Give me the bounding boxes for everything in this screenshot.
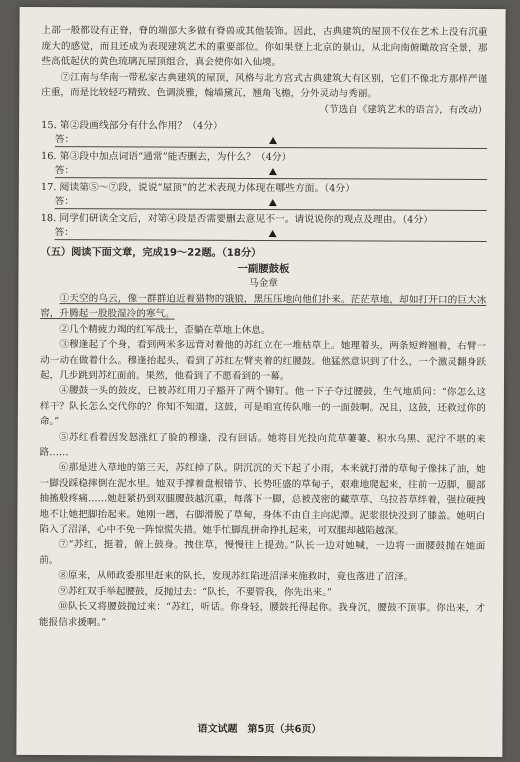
triangle-marker-icon xyxy=(269,199,277,206)
triangle-marker-icon xyxy=(269,168,277,175)
story-title: 一副腰鼓板 xyxy=(237,262,290,276)
underlined-passage: ①天空的乌云，像一群群迫近着猎物的饿狼，黑压压地向他们扑来。茫茫草地，却如打开口的巨大冰窖，升腾起一股股湿冷的寒气。 xyxy=(40,293,487,320)
source-citation: （节选自《建筑艺术的语言》，有改动） xyxy=(319,104,488,116)
story-paragraph-9: ⑨苏红双手举起腰鼓，反抛过去：“队长，不要管我，你先出来。” xyxy=(58,585,332,598)
answer-label: 答： xyxy=(54,227,74,239)
answer-label: 答： xyxy=(54,165,75,177)
story-paragraph-1 xyxy=(40,291,486,324)
intro-paragraph-6: 上部一般都设有正脊，脊的端部大多做有脊兽或其他装饰。因此，古典建筑的屋顶不仅在艺术上没有沉重庞大的感觉，而且还成为表现建筑艺术的重要部位。你如果登上北京的景山，从北向南俯瞰故宫全景，那些高低起伏的黄色琉璃瓦屋顶组合，真会使你如入仙境。 xyxy=(41,25,488,69)
answer-line-16[interactable] xyxy=(55,163,487,180)
exam-page xyxy=(16,7,505,757)
answer-line-18[interactable] xyxy=(55,225,487,242)
question-17: 17. 阅读第⑤～⑦段，说说“屋顶”的艺术表现力体现在哪些方面。（4分） xyxy=(40,182,356,195)
triangle-marker-icon xyxy=(269,137,277,144)
page-footer: 语文试题 第5页（共6页） xyxy=(197,723,322,736)
story-paragraph-5: ⑤苏红看着因发怒涨红了脸的穆逢，没有回话。她将目光投向荒草萋萋、积水乌黑、泥泞不堪的来路…… xyxy=(39,431,486,459)
triangle-marker-icon xyxy=(269,230,277,237)
story-paragraph-4: ④腰鼓一头的鼓皮，已被苏红用刀子豁开了两个铆钉。他一下子夺过腰鼓，生气地质问：“你怎么这样干？队长怎么交代你的？你知不知道，这鼓，可是咱宣传队唯一的一面鼓啊。况且，这鼓，还救过你的命。” xyxy=(39,385,486,428)
story-paragraph-6: ⑥那是进入草地的第三天，苏红掉了队。阴沉沉的天下起了小雨，本来就打滑的草甸子像抹了油，她一脚没踩稳摔倒在泥水里。她双手撑着盘根错节、长势旺盛的草甸子，艰难地爬起来，往前一迈脚，腿部抽搐般疼痛……她赶紧扔到双腿腰鼓越沉重，每落下一脚，总被茂密的藏草草、乌拉苔草绊着，强拉硬拽地不让她把脚抬起来。她刚一趔，右脚滑脱了草甸，身体不由自主向泥潭。泥浆很快没到了膝盖。她明白陷入了沼泽，心中不免一阵惊慌失措。她手忙脚乱拼命挣扎起来，可双腿却越陷越深。 xyxy=(39,462,486,537)
answer-label: 答： xyxy=(54,196,74,208)
story-paragraph-7: ⑦“苏红，挺着，俯上鼓身。拽住草，慢慢往上提劲。”队长一边对她喊，一边将一面腰鼓抛在她面前。 xyxy=(39,539,486,566)
story-body xyxy=(39,291,486,632)
page-content xyxy=(39,23,488,632)
answer-line-15[interactable] xyxy=(55,132,487,149)
story-paragraph-8: ⑧原来，从师政委那里赶来的队长，发现苏红陷进沼泽来施救时，竟也落进了沼泽。 xyxy=(58,570,414,583)
story-paragraph-2: ②几个精疲力竭的红军战士，歪躺在草地上休息。 xyxy=(59,323,271,336)
intro-paragraph-7: ⑦江南与华南一带私家古典建筑的屋顶，风格与北方宫式古典建筑大有区别，它们不像北方那样严谨庄重，而是比较轻巧精致、色调淡雅，翰墙黛瓦，翘角飞檐，分外灵动与秀丽。 xyxy=(41,71,488,100)
question-18: 18. 同学们研读全文后，对第④段是否需要删去意见不一。请说说你的观点及理由。（4分） xyxy=(40,213,434,226)
section-heading: （五）阅读下面文章，完成19～22题。（18分） xyxy=(40,247,262,259)
story-paragraph-3: ③穆逢起了个身，看到两米多远背对着他的苏红立在一堆枯草上。她理着头，两条短辫翘着，右臂一动一动在做着什么。穆逢抬起头，看到了苏红左臂夹着的红腰鼓。他猛然意识到了什么，一个激灵翻身跃起，几步跳到苏红面前。果然，他看到了不愿看到的一幕。 xyxy=(40,339,487,383)
question-15: 15. 第②段画线部分有什么作用？（4分） xyxy=(41,120,223,132)
story-author: 马金章 xyxy=(248,277,279,290)
question-16: 16. 第③段中加点词语“通常”能否删去，为什么？（4分） xyxy=(40,151,292,164)
answer-line-17[interactable] xyxy=(55,194,487,211)
story-paragraph-10: ⑩队长又将腰鼓抛过来：“苏红，听话。你身轻，腰鼓托得起你。我身沉，腰鼓不顶事。你出来，才能报信求援啊。” xyxy=(38,601,486,628)
answer-label: 答： xyxy=(55,134,75,146)
